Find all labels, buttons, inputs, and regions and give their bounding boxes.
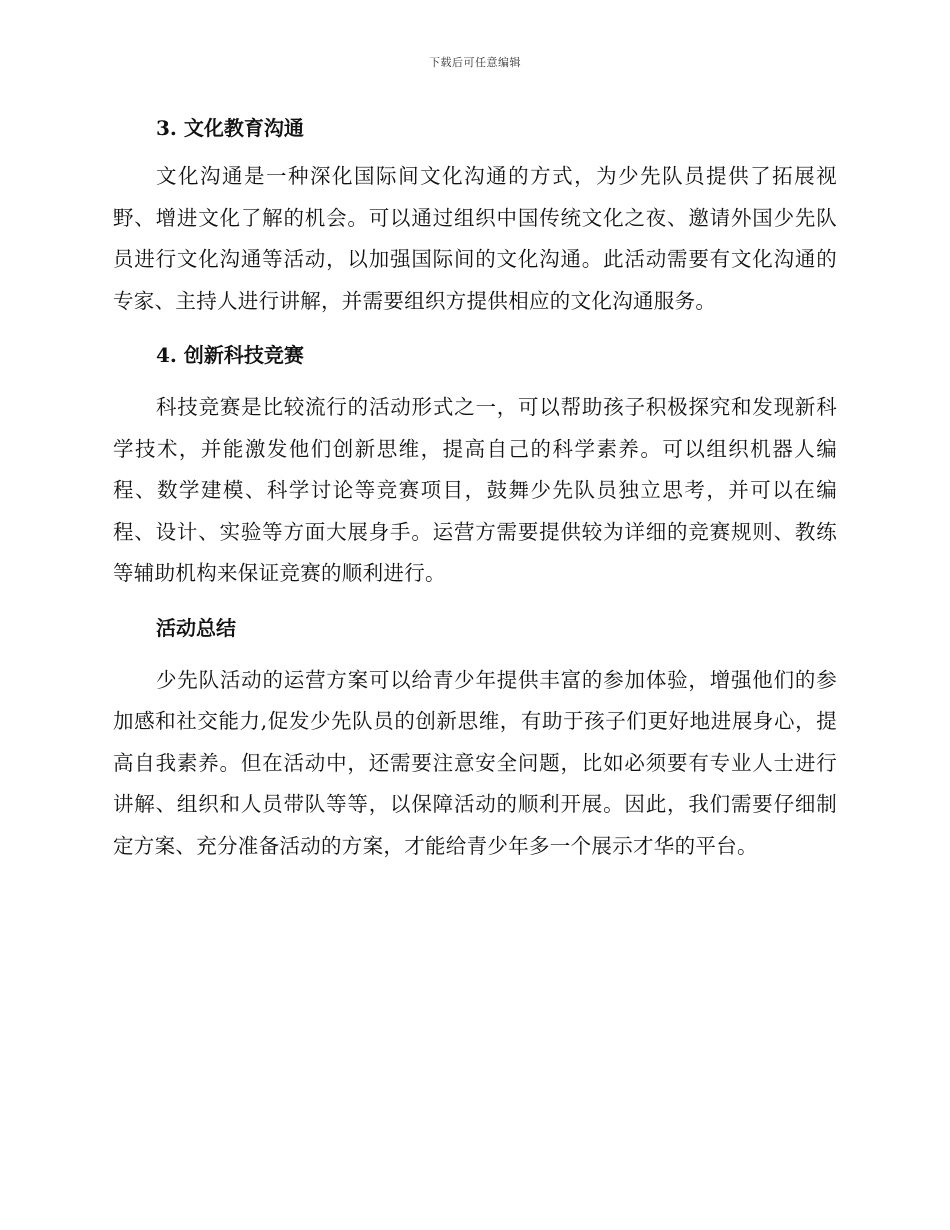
- section-paragraph-cultural-exchange: 文化沟通是一种深化国际间文化沟通的方式，为少先队员提供了拓展视野、增进文化了解的机会。可以通过组织中国传统文化之夜、邀请外国少先队员进行文化沟通等活动，以加强国际间的文化沟通。此活动需要有文化沟通的专家、主持人进行讲解，并需要组织方提供相应的文化沟通服务。: [113, 164, 837, 313]
- section-heading-summary: 活动总结: [156, 615, 236, 640]
- section-paragraph-summary: 少先队活动的运营方案可以给青少年提供丰富的参加体验，增强他们的参加感和社交能力,促发少先队员的创新思维，有助于孩子们更好地进展身心，提高自我素养。但在活动中，还需要注意安全问题，比如必须要有专业人士进行讲解、组织和人员带队等等，以保障活动的顺利开展。因此，我们需要仔细制定方案、充分准备活动的方案，才能给青少年多一个展示才华的平台。: [113, 667, 837, 858]
- document-body: [113, 108, 837, 867]
- section-heading-tech-competition: 4. 创新科技竞赛: [156, 343, 304, 367]
- header-note: 下载后可任意编辑: [429, 56, 521, 69]
- section-heading-cultural-exchange: 3. 文化教育沟通: [156, 116, 304, 140]
- section-paragraph-tech-competition: 科技竞赛是比较流行的活动形式之一，可以帮助孩子积极探究和发现新科学技术，并能激发他们创新思维，提高自己的科学素养。可以组织机器人编程、数学建模、科学讨论等竞赛项目，鼓舞少先队员独立思考，并可以在编程、设计、实验等方面大展身手。运营方需要提供较为详细的竞赛规则、教练等辅助机构来保证竞赛的顺利进行。: [113, 395, 837, 585]
